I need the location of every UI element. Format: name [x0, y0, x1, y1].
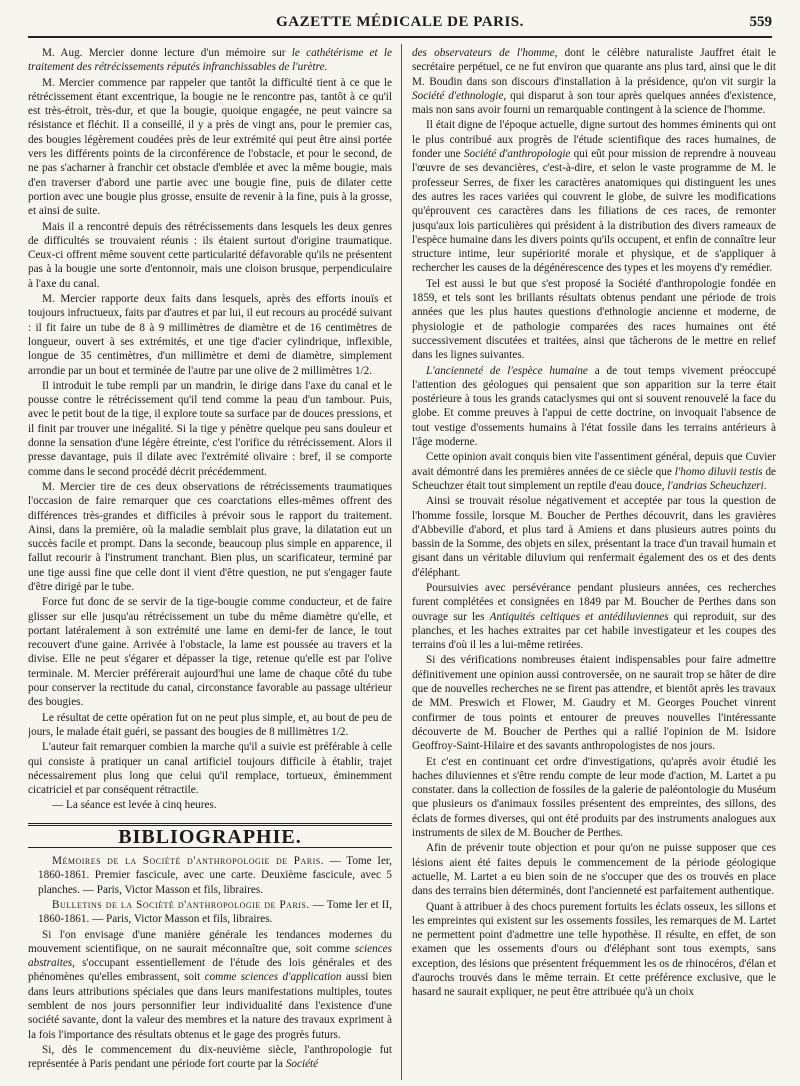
session-closing: — La séance est levée à cinq heures. — [52, 799, 217, 812]
paragraph: Et c'est en continuant cet ordre d'investigations, qu'après avoir étudié les haches diluviennes et s'être rendu compte de leur mode d'action, M. Lartet a pu constater. dans la collection de fossiles de la galerie de paléontologie du Muséum que plusieurs os d'animaux fossiles présentent des empreintes, des sillons, des éclats de formes diverses, qui ont été produits par des instruments analogues aux instruments de silex de M. Boucher de Perthes. — [412, 755, 776, 840]
bibliography-entry: Bulletins de la Société d'anthropologie de Paris. — Tome Ier et II, 1860-1861. — Paris, Victor Masson et fils, libraires. — [38, 898, 392, 926]
paragraph: M. Mercier tire de ces deux observations de rétrécissements traumatiques l'occasion de faire remarquer que ces coarctations elles-mêmes offrent des différences très-grandes et difficiles à prévoir sous le rapport du traitement. Ainsi, dans la première, où la maladie semblait plus grave, la dilatation eut un succès facile et prompt. Dans la seconde, beaucoup plus simple en apparence, il fallut recourir à l'instrument tranchant. Bien plus, un scarificateur, terminé par une tige aussi fine que celle dont il vient d'être question, ne put s'engager faute d'être dirigé par le tube. — [28, 480, 392, 593]
paragraph: Il introduit le tube rempli par un mandrin, le dirige dans l'axe du canal et le pousse contre le rétrécissement qu'il tend comme la peau d'un tambour. Puis, avec le petit bout de la tige, il explore toute sa surface par de douces pressions, et il finit par trouver une inégalité. Si la tige y pénètre quelque peu sans douleur et donne la sensation d'une légère étreinte, c'est l'orifice du rétrécissement. Alors il presse davantage, puis il dilate avec l'extrémité olivaire : bref, il se comporte comme dans le second procédé décrit précédemment. — [28, 379, 392, 478]
right-column — [412, 46, 776, 1078]
page-header — [28, 12, 772, 38]
paragraph: Afin de prévenir toute objection et pour qu'on ne puisse supposer que ces lésions aient été faites depuis le commencement de la période géologique actuelle, M. Lartet a eu bien soin de ne s'occuper que des os trouvés en place dans des terrains bien déterminés, dont l'ancienneté est parfaitement authentique. — [412, 842, 776, 898]
section-heading: BIBLIOGRAPHIE. — [28, 823, 392, 848]
paragraph: des observateurs de l'homme, dont le célèbre naturaliste Jauffret était le secrétaire perpétuel, ce ne fut environ que quarante ans plus tard, ainsi que le dit M. Boudin dans son discours d'installation à la présidence, qu'on vit surgir la Société d'ethnologie, qui disparut à son tour après quelques années d'existence, mais non sans avoir fourni un remarquable contingent à la science de l'homme. — [412, 47, 776, 117]
paragraph: M. Aug. Mercier donne lecture d'un mémoire sur le cathétérisme et le traitement des rétrécissements réputés infranchissables de l'urètre. — [28, 47, 392, 74]
paragraph: Force fut donc de se servir de la tige-bougie comme conducteur, et de faire glisser sur elle jusqu'au rétrécissement un tube du même diamètre qu'elle, et portant latéralement à son extrémité une lame en demi-fer de lance, le tout recouvert d'une gaine. Arrivée à l'obstacle, la lame est poussée au travers et la divise. Elle ne peut s'égarer et dépasser la tige, retenue qu'elle est par l'olive terminale. M. Mercier préférerait aujourd'hui une lame de chaque côté du tube pour conserver la rectitude du canal, circonstance favorable au passage ultérieur des bougies. — [28, 596, 392, 709]
publication-title: GAZETTE MÉDICALE DE PARIS. — [276, 14, 524, 30]
paragraph: Mais il a rencontré depuis des rétrécissements dans lesquels les deux genres de difficultés se trouvaient réunis : ils étaient surtout d'origine traumatique. Ceux-ci offrent même souvent cette particularité défavorable qu'ils ne présentent pas à la bougie une sorte d'entonnoir, mais une cloison brusque, perpendiculaire à l'axe du canal. — [28, 220, 392, 290]
paragraph: M. Mercier commence par rappeler que tantôt la difficulté tient à ce que le rétrécissement étant excentrique, la bougie ne le rencontre pas, tantôt à ce qu'il est très-étroit, très-dur, et que la bougie, quoique engagée, ne peut vaincre sa résistance et fléchit. Il a conseillé, il y a près de vingt ans, pour le premier cas, des bougies légèrement coudées près de leur extrémité qui peut être ainsi portée vers les différents points de la circonférence de l'obstacle, et pour le second, de ne pas s'acharner à franchir cet obstacle d'emblée et avec la même bougie, mais d'en traverser d'abord une partie avec une bougie fine, puis de dilater cette portion avec une bougie plus grosse, ensuite de revenir à la fine, puis à la grosse, et ainsi de suite. — [28, 76, 392, 218]
paragraph: Si, dès le commencement du dix-neuvième siècle, l'anthropologie fut représentée à Paris pendant une période fort courte par la Société — [28, 1043, 392, 1071]
paragraph: Il était digne de l'époque actuelle, digne surtout des hommes éminents qui ont le plus contribué aux progrès de l'étude scientifique des races humaines, de fonder une Société d'anthropologie qui eût pour mission de reprendre à nouveau l'œuvre de ses devancières, c'est-à-dire, et selon le vaste programme de M. le professeur Serres, de fixer les caractères anatomiques qui distinguent les unes des autres les races variées qui couvrent le globe, de suivre les modifications qu'éprouvent ces caractères dans les filiations de ces races, de remonter jusqu'aux lois particulières qui président à la distribution des divers rameaux de l'espèce humaine dans les divers points qu'ils occupent, et enfin de connaître leur structure intime, leur supériorité morale et physique, et de s'appliquer à rechercher les causes de la dégénérescence des types et les moyens d'y remédier. — [412, 119, 776, 275]
paragraph: Si des vérifications nombreuses étaient indispensables pour faire admettre définitivement une opinion aussi controversée, on ne saurait trop se hâter de dire que de nouvelles recherches ne se firent pas attendre, et bientôt après les travaux de MM. Preswich et Flower, M. Gaudry et M. Georges Pouchet vinrent confirmer de tous points et entourer de preuves nouvelles l'intéressante découverte de M. Boucher de Perthes qui a rallié l'opinion de M. Isidore Geoffroy-Saint-Hilaire et des savants anthropologistes de nos jours. — [412, 654, 776, 753]
paragraph: L'ancienneté de l'espèce humaine a de tout temps vivement préoccupé l'attention des géologues qui pensaient que son apparition sur la terre était postérieure à tous les grands cataclysmes qui ont si souvent renouvelé la face du globe. Et comme preuves à l'appui de cette doctrine, on invoquait l'absence de tout vestige d'ossements humains à l'état fossile dans les terrains antérieurs à l'âge moderne. — [412, 364, 776, 449]
paragraph: Quant à attribuer à des chocs purement fortuits les éclats osseux, les sillons et les empreintes qui existent sur les ossements fossiles, les remarques de M. Lartet ne permettent point d'admettre une telle hypothèse. Il résulte, en effet, de son examen que les ossements d'ours ou d'éléphant sont tous exempts, sans exception, des lésions que présentent fréquemment les os de rhinocéros, d'élan et d'aurochs trouvés dans le même terrain. Et cette préférence exclusive, que le hasard ne saurait expliquer, ne peut être attribuée qu'à un choix — [412, 900, 776, 999]
paragraph: Le résultat de cette opération fut on ne peut plus simple, et, au bout de peu de jours, le malade était guéri, se passant des bougies de 8 millimètres 1/2. — [28, 711, 392, 738]
paragraph: Si l'on envisage d'une manière générale les tendances modernes du mouvement scientifique, on ne saurait méconnaître que, soit comme sciences abstraites, s'occupant essentiellement de l'étude des lois générales et des phénomènes qu'elles embrassent, soit comme sciences d'application aussi bien dans leurs attributions spéciales que dans leurs manifestations multiples, toutes semblent de nos jours personnifier leur individualité dans l'existence d'une société savante, dont la valeur des membres et la nature des travaux expriment à la fois l'importance des résultats obtenus et le gage des progrès futurs. — [28, 928, 392, 1041]
paragraph: Ainsi se trouvait résolue négativement et acceptée par tous la question de l'homme fossile, lorsque M. Boucher de Perthes découvrit, dans les gravières d'Abbeville d'abord, et plus tard à Amiens et dans plusieurs autres points du bassin de la Somme, des objets en silex, présentant la trace d'un travail humain et gisant dans un véritable diluvium qui renfermait également des os et des dents d'éléphant. — [412, 495, 776, 579]
bibliography-entry: Mémoires de la Société d'anthropologie de Paris. — Tome Ier, 1860-1861. Premier fascicule, avec une carte. Deuxième fascicule, avec 5 planches. — Paris, Victor Masson et fils, libraires. — [38, 855, 392, 896]
page-number: 559 — [749, 14, 772, 30]
left-column — [28, 46, 392, 1078]
paragraph: Cette opinion avait conquis bien vite l'assentiment général, depuis que Cuvier avait démontré dans les premières années de ce siècle que l'homo diluvii testis de Scheuchzer était tout simplement un reptile d'eau douce, l'andrias Scheuchzeri. — [412, 451, 776, 492]
paragraph: Poursuivies avec persévérance pendant plusieurs années, ces recherches furent complétées et consignées en 1849 par M. Boucher de Perthes dans son ouvrage sur les Antiquités celtiques et antédiluviennes qui reproduit, sur des planches, et les haches extraites par cet habile investigateur et les coupes des terrains d'où il les a lui-même retirées. — [412, 581, 776, 652]
paragraph: L'auteur fait remarquer combien la marche qu'il a suivie est préférable à celle qui consiste à pratiquer un canal artificiel toujours difficile à établir, trajet nécessairement plus long que celui qu'il remplace, tortueux, éminemment cicatriciel et par conséquent rétractile. — [28, 741, 392, 797]
paragraph: M. Mercier rapporte deux faits dans lesquels, après des efforts inouïs et toujours infructueux, faits par d'autres et par lui, il eut recours au procédé suivant : il fit faire un tube de 8 à 9 millimètres de diamètre et de 16 centimètres de longueur, ouvert à ses extrémités, et une tige d'acier cylindrique, inflexible, longue de 35 centimètres, d'un millimètre et demi de diamètre, simplement arrondie par un bout et terminée de l'autre par une olive de 2 millimètres 1/2. — [28, 293, 392, 377]
paragraph: Tel est aussi le but que s'est proposé la Société d'anthropologie fondée en 1859, et tels sont les brillants résultats obtenus pendant une période de trois années que les plus hautes questions d'ethnologie ancienne et moderne, de physiologie et de pathologie comparées des races humaines ont été successivement discutées et traitées, ainsi que tâcherons de le mettre en relief dans les lignes suivantes. — [412, 277, 776, 362]
column-divider — [401, 44, 402, 1080]
